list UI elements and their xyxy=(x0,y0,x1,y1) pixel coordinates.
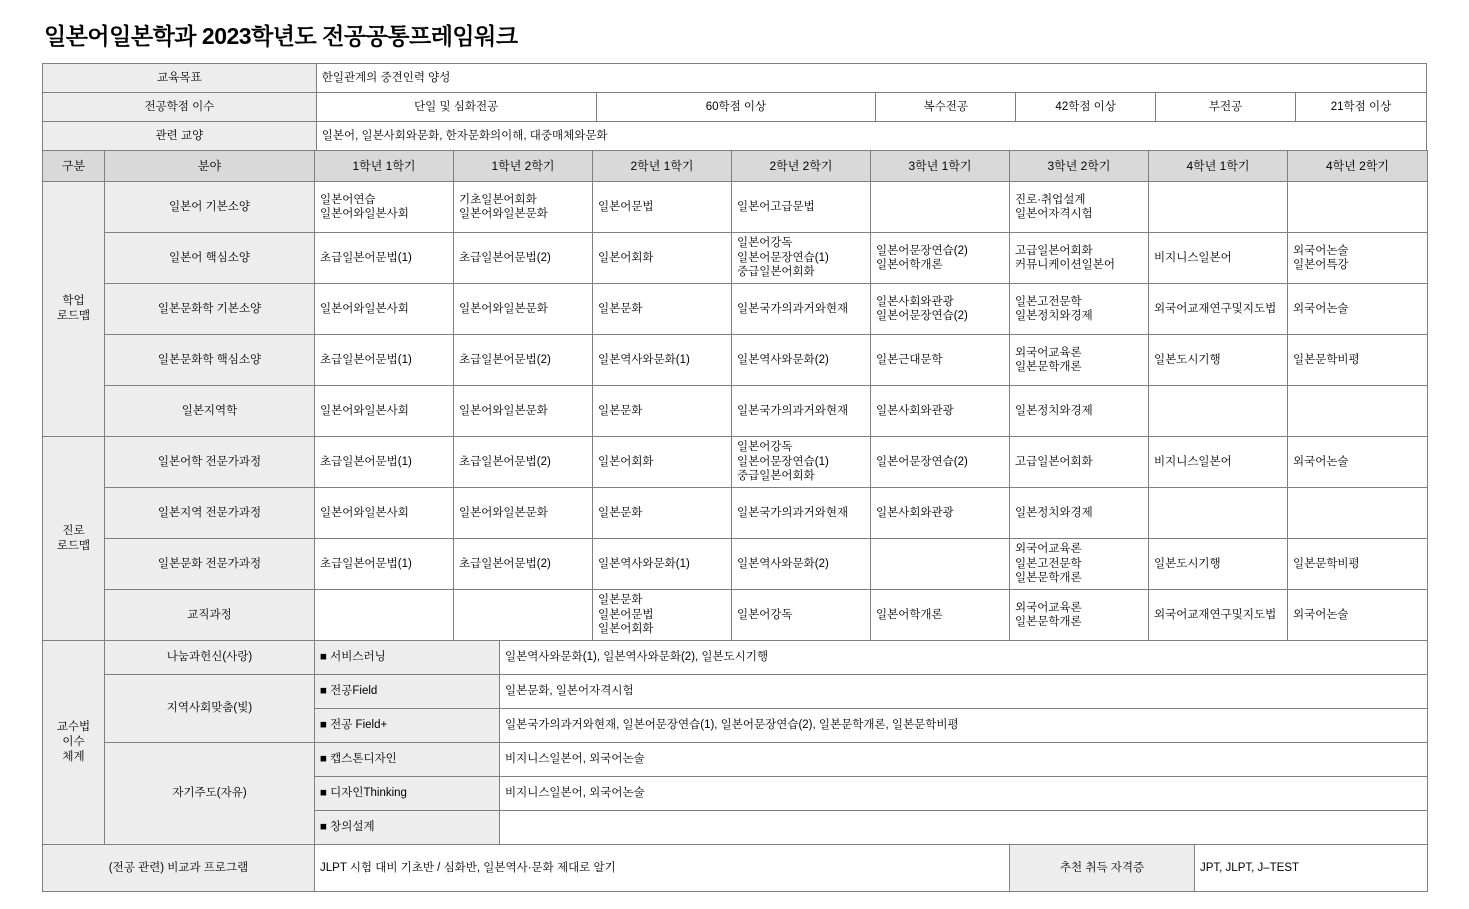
curriculum-table xyxy=(42,150,1428,641)
course-cell xyxy=(1288,437,1428,488)
field-label: 일본지역학 xyxy=(105,386,315,437)
table-row xyxy=(43,743,1428,777)
course-cell xyxy=(732,539,871,590)
page-title: 일본어일본학과 2023학년도 전공공통프레임워크 xyxy=(44,23,518,49)
course-name: 일본문화 xyxy=(598,302,643,315)
credit-value-double: 42학점 이상 xyxy=(1016,93,1156,122)
course-cell xyxy=(1149,182,1288,233)
course-cell xyxy=(871,539,1010,590)
course-name: 중급일본어회화 xyxy=(737,470,815,483)
course-name: 일본어와일본문화 xyxy=(459,506,548,519)
course-cell xyxy=(1288,539,1428,590)
course-name: 초급일본어문법(2) xyxy=(459,557,551,570)
course-name: 일본어와일본사회 xyxy=(320,404,409,417)
table-row xyxy=(43,675,1428,709)
recommended-certificate-value: JPT, JLPT, J–TEST xyxy=(1195,845,1428,892)
teaching-item-value: 일본역사와문화(1), 일본역사와문화(2), 일본도시기행 xyxy=(500,641,1428,675)
course-cell xyxy=(593,284,732,335)
course-name: 일본어특강 xyxy=(1293,259,1349,271)
course-name: 외국어교육론 xyxy=(1015,543,1082,556)
teaching-section-label-line: 체계 xyxy=(62,750,85,763)
course-name: 일본어강독 xyxy=(737,608,793,621)
education-goal-value: 한일관계의 중견인력 양성 xyxy=(316,64,1426,93)
course-name: 일본어와일본문화 xyxy=(459,404,548,417)
course-name: 일본어문장연습(2) xyxy=(876,244,968,257)
section-label-1 xyxy=(43,437,105,641)
col-semester-2-1: 2학년 1학기 xyxy=(593,151,732,182)
credit-type-double: 복수전공 xyxy=(876,93,1016,122)
table-row xyxy=(43,539,1428,590)
field-label: 일본어 기본소양 xyxy=(105,182,315,233)
course-name: 일본어문법 xyxy=(598,608,654,621)
course-name: 일본역사와문화(2) xyxy=(737,557,829,570)
course-name: 일본고전문학 xyxy=(1015,295,1082,308)
table-row xyxy=(43,182,1428,233)
credit-value-single: 60학점 이상 xyxy=(596,93,876,122)
course-cell xyxy=(593,335,732,386)
col-semester-1-2: 1학년 2학기 xyxy=(454,151,593,182)
col-field: 분야 xyxy=(105,151,315,182)
course-name: 일본어문장연습(1) xyxy=(737,251,829,264)
course-cell xyxy=(732,590,871,641)
course-name: 초급일본어문법(2) xyxy=(459,353,551,366)
course-cell xyxy=(315,182,454,233)
section-label-line: 로드맵 xyxy=(56,539,91,552)
col-division: 구분 xyxy=(43,151,105,182)
teaching-method-table xyxy=(42,640,1428,845)
course-name: 초급일본어문법(1) xyxy=(320,353,412,366)
course-cell xyxy=(1288,335,1428,386)
course-cell xyxy=(1149,488,1288,539)
course-name: 초급일본어문법(2) xyxy=(459,251,551,264)
course-cell xyxy=(454,386,593,437)
course-name: 일본정치와경제 xyxy=(1015,310,1093,322)
course-cell xyxy=(871,590,1010,641)
course-name: 일본역사와문화(1) xyxy=(598,557,690,570)
course-name: 일본어회화 xyxy=(598,251,654,264)
course-name: 초급일본어문법(2) xyxy=(459,455,551,468)
course-cell xyxy=(1149,437,1288,488)
course-cell xyxy=(315,386,454,437)
course-cell xyxy=(871,437,1010,488)
table-row xyxy=(43,488,1428,539)
course-cell xyxy=(593,386,732,437)
course-name: 고급일본어회화 xyxy=(1015,244,1093,257)
course-cell xyxy=(315,335,454,386)
course-name: 일본어문장연습(2) xyxy=(876,310,968,322)
noncurricular-program-label xyxy=(43,845,315,892)
table-row xyxy=(43,335,1428,386)
related-liberal-label: 관련 교양 xyxy=(43,122,317,151)
course-name: 일본역사와문화(1) xyxy=(598,353,690,366)
course-name: 일본문학비평 xyxy=(1293,353,1360,366)
course-cell xyxy=(1010,437,1149,488)
course-name: 일본어회화 xyxy=(598,623,654,636)
course-cell xyxy=(732,335,871,386)
table-row xyxy=(43,122,1427,151)
teaching-section-label-line: 교수법 xyxy=(56,721,91,734)
table-row xyxy=(43,93,1427,122)
course-cell xyxy=(1010,335,1149,386)
course-cell xyxy=(593,437,732,488)
credit-type-single: 단일 및 심화전공 xyxy=(316,93,596,122)
teaching-item-value: 일본국가의과거와현재, 일본어문장연습(1), 일본어문장연습(2), 일본문학개론, 일본문학비평 xyxy=(500,709,1428,743)
course-name: 일본문화 xyxy=(598,404,643,417)
course-name: 일본어와일본사회 xyxy=(320,208,409,220)
table-row xyxy=(43,590,1428,641)
course-name: 외국어논술 xyxy=(1293,455,1349,468)
course-cell xyxy=(1288,386,1428,437)
course-name: 일본정치와경제 xyxy=(1015,404,1093,417)
course-cell xyxy=(1010,590,1149,641)
teaching-category: 지역사회맞춤(빛) xyxy=(105,675,315,743)
course-cell xyxy=(871,386,1010,437)
course-name: 일본어문장연습(2) xyxy=(876,455,968,468)
course-name: 일본도시기행 xyxy=(1154,353,1221,366)
table-row xyxy=(43,64,1427,93)
course-cell xyxy=(1149,233,1288,284)
teaching-item-value xyxy=(500,811,1428,845)
curriculum-header-row xyxy=(43,151,1428,182)
course-cell xyxy=(1288,590,1428,641)
course-cell xyxy=(315,539,454,590)
course-cell xyxy=(593,590,732,641)
field-label: 일본문화학 기본소양 xyxy=(105,284,315,335)
course-name: 초급일본어문법(1) xyxy=(320,557,412,570)
course-cell xyxy=(454,437,593,488)
major-credits-label: 전공학점 이수 xyxy=(43,93,317,122)
curriculum-body xyxy=(43,182,1428,641)
course-cell xyxy=(593,182,732,233)
course-name: 일본고전문학 xyxy=(1015,557,1082,570)
course-name: 중급일본어회화 xyxy=(737,266,815,279)
course-cell xyxy=(454,284,593,335)
course-cell xyxy=(1288,488,1428,539)
course-name: 일본문학개론 xyxy=(1015,616,1082,628)
course-name: 일본문화 xyxy=(598,506,643,519)
course-cell xyxy=(1149,386,1288,437)
course-name: 일본역사와문화(2) xyxy=(737,353,829,366)
section-label-line: 진로 xyxy=(62,524,85,537)
course-name: 일본어와일본문화 xyxy=(459,302,548,315)
course-cell xyxy=(454,233,593,284)
course-name: 외국어교육론 xyxy=(1015,601,1082,614)
course-cell xyxy=(871,182,1010,233)
course-cell xyxy=(454,335,593,386)
course-cell xyxy=(871,335,1010,386)
course-cell xyxy=(315,284,454,335)
course-name: 고급일본어회화 xyxy=(1015,455,1093,468)
course-name: 기초일본어회화 xyxy=(459,193,537,206)
noncurricular-program-value: JLPT 시험 대비 기초반 / 심화반, 일본역사·문화 제대로 알기 xyxy=(315,845,1010,892)
course-name: 일본어회화 xyxy=(598,455,654,468)
course-name: 외국어논술 xyxy=(1293,244,1349,257)
table-row xyxy=(43,284,1428,335)
noncurricular-program-label-line1: (전공 관련) xyxy=(108,861,165,874)
teaching-item-label: ■ 전공 Field+ xyxy=(315,709,500,743)
course-name: 외국어교육론 xyxy=(1015,346,1082,359)
course-name: 일본문학비평 xyxy=(1293,557,1360,570)
course-cell xyxy=(732,233,871,284)
section-label-0 xyxy=(43,182,105,437)
course-name: 외국어교재연구및지도법 xyxy=(1154,302,1277,315)
course-cell xyxy=(454,590,593,641)
course-cell xyxy=(1288,182,1428,233)
course-name: 일본어와일본사회 xyxy=(320,302,409,315)
course-name: 일본국가의과거와현재 xyxy=(737,404,849,417)
course-cell xyxy=(1010,539,1149,590)
col-semester-3-1: 3학년 1학기 xyxy=(871,151,1010,182)
course-name: 일본국가의과거와현재 xyxy=(737,506,849,519)
teaching-item-label: ■ 캡스톤디자인 xyxy=(315,743,500,777)
meta-table xyxy=(42,63,1427,151)
teaching-item-label: ■ 창의설계 xyxy=(315,811,500,845)
course-name: 커뮤니케이션일본어 xyxy=(1015,259,1115,271)
teaching-item-value: 일본문화, 일본어자격시험 xyxy=(500,675,1428,709)
course-name: 일본어와일본문화 xyxy=(459,208,548,220)
course-name: 일본어문장연습(1) xyxy=(737,455,829,468)
course-cell xyxy=(732,437,871,488)
field-label: 일본어 핵심소양 xyxy=(105,233,315,284)
course-name: 일본사회와관광 xyxy=(876,506,954,519)
teaching-section-label-line: 이수 xyxy=(62,736,85,749)
course-cell xyxy=(315,437,454,488)
bottom-table xyxy=(42,844,1428,892)
course-name: 일본어고급문법 xyxy=(737,200,815,213)
field-label: 일본지역 전문가과정 xyxy=(105,488,315,539)
course-name: 일본사회와관광 xyxy=(876,404,954,417)
course-name: 진로·취업설계 xyxy=(1015,193,1086,206)
course-cell xyxy=(732,182,871,233)
field-label: 일본어학 전문가과정 xyxy=(105,437,315,488)
course-name: 외국어논술 xyxy=(1293,302,1349,315)
section-label-line: 로드맵 xyxy=(56,310,91,322)
teaching-item-value: 비지니스일본어, 외국어논술 xyxy=(500,743,1428,777)
teaching-category: 나눔과헌신(사랑) xyxy=(105,641,315,675)
course-name: 일본어강독 xyxy=(737,237,793,250)
course-cell xyxy=(593,233,732,284)
field-label: 일본문화학 핵심소양 xyxy=(105,335,315,386)
course-name: 일본어연습 xyxy=(320,193,376,206)
recommended-certificate-label: 추천 취득 자격증 xyxy=(1010,845,1195,892)
field-label: 일본문화 전문가과정 xyxy=(105,539,315,590)
course-cell xyxy=(732,284,871,335)
col-semester-2-2: 2학년 2학기 xyxy=(732,151,871,182)
teaching-item-label: ■ 디자인Thinking xyxy=(315,777,500,811)
course-name: 일본문화 xyxy=(598,594,643,607)
course-cell xyxy=(315,233,454,284)
course-cell xyxy=(1149,335,1288,386)
table-row xyxy=(43,386,1428,437)
field-label: 교직과정 xyxy=(105,590,315,641)
course-name: 외국어논술 xyxy=(1293,608,1349,621)
table-row xyxy=(43,641,1428,675)
course-cell xyxy=(1010,182,1149,233)
course-cell xyxy=(871,284,1010,335)
course-name: 일본어강독 xyxy=(737,441,793,454)
course-name: 일본어문법 xyxy=(598,200,654,213)
course-name: 일본문학개론 xyxy=(1015,572,1082,585)
course-cell xyxy=(1010,488,1149,539)
course-cell xyxy=(454,182,593,233)
course-cell xyxy=(732,386,871,437)
teaching-item-label: ■ 서비스러닝 xyxy=(315,641,500,675)
course-cell xyxy=(1149,539,1288,590)
course-cell xyxy=(454,539,593,590)
teaching-section-label xyxy=(43,641,105,845)
section-label-line: 학업 xyxy=(62,295,85,308)
col-semester-1-1: 1학년 1학기 xyxy=(315,151,454,182)
course-cell xyxy=(593,488,732,539)
related-liberal-value: 일본어, 일본사회와문화, 한자문화의이해, 대중매체와문화 xyxy=(316,122,1426,151)
course-name: 일본어학개론 xyxy=(876,259,943,271)
course-cell xyxy=(1010,386,1149,437)
course-cell xyxy=(593,539,732,590)
col-semester-4-1: 4학년 1학기 xyxy=(1149,151,1288,182)
course-cell xyxy=(1010,284,1149,335)
course-name: 외국어교재연구및지도법 xyxy=(1154,608,1277,621)
course-cell xyxy=(1149,284,1288,335)
course-cell xyxy=(871,488,1010,539)
course-name: 일본국가의과거와현재 xyxy=(737,302,849,315)
course-name: 일본어와일본사회 xyxy=(320,506,409,519)
table-row xyxy=(43,233,1428,284)
course-cell xyxy=(1288,284,1428,335)
table-row xyxy=(43,437,1428,488)
course-name: 비지니스일본어 xyxy=(1154,251,1232,264)
course-name: 일본어학개론 xyxy=(876,608,943,621)
education-goal-label: 교육목표 xyxy=(43,64,317,93)
course-cell xyxy=(732,488,871,539)
course-cell xyxy=(1010,233,1149,284)
course-name: 일본문학개론 xyxy=(1015,361,1082,373)
col-semester-4-2: 4학년 2학기 xyxy=(1288,151,1428,182)
teaching-item-label: ■ 전공Field xyxy=(315,675,500,709)
course-cell xyxy=(1288,233,1428,284)
course-cell xyxy=(871,233,1010,284)
col-semester-3-2: 3학년 2학기 xyxy=(1010,151,1149,182)
course-name: 일본정치와경제 xyxy=(1015,506,1093,519)
course-name: 일본도시기행 xyxy=(1154,557,1221,570)
course-name: 비지니스일본어 xyxy=(1154,455,1232,468)
teaching-item-value: 비지니스일본어, 외국어논술 xyxy=(500,777,1428,811)
table-row xyxy=(43,845,1428,892)
course-cell xyxy=(454,488,593,539)
noncurricular-program-label-line2: 비교과 프로그램 xyxy=(167,861,249,874)
teaching-body xyxy=(43,641,1428,845)
course-name: 초급일본어문법(1) xyxy=(320,251,412,264)
course-name: 일본사회와관광 xyxy=(876,295,954,308)
course-name: 일본어자격시험 xyxy=(1015,208,1093,220)
course-name: 일본근대문학 xyxy=(876,353,943,366)
course-name: 초급일본어문법(1) xyxy=(320,455,412,468)
teaching-category: 자기주도(자유) xyxy=(105,743,315,845)
credit-type-minor: 부전공 xyxy=(1156,93,1296,122)
credit-value-minor: 21학점 이상 xyxy=(1295,93,1426,122)
course-cell xyxy=(315,488,454,539)
course-cell xyxy=(315,590,454,641)
course-cell xyxy=(1149,590,1288,641)
